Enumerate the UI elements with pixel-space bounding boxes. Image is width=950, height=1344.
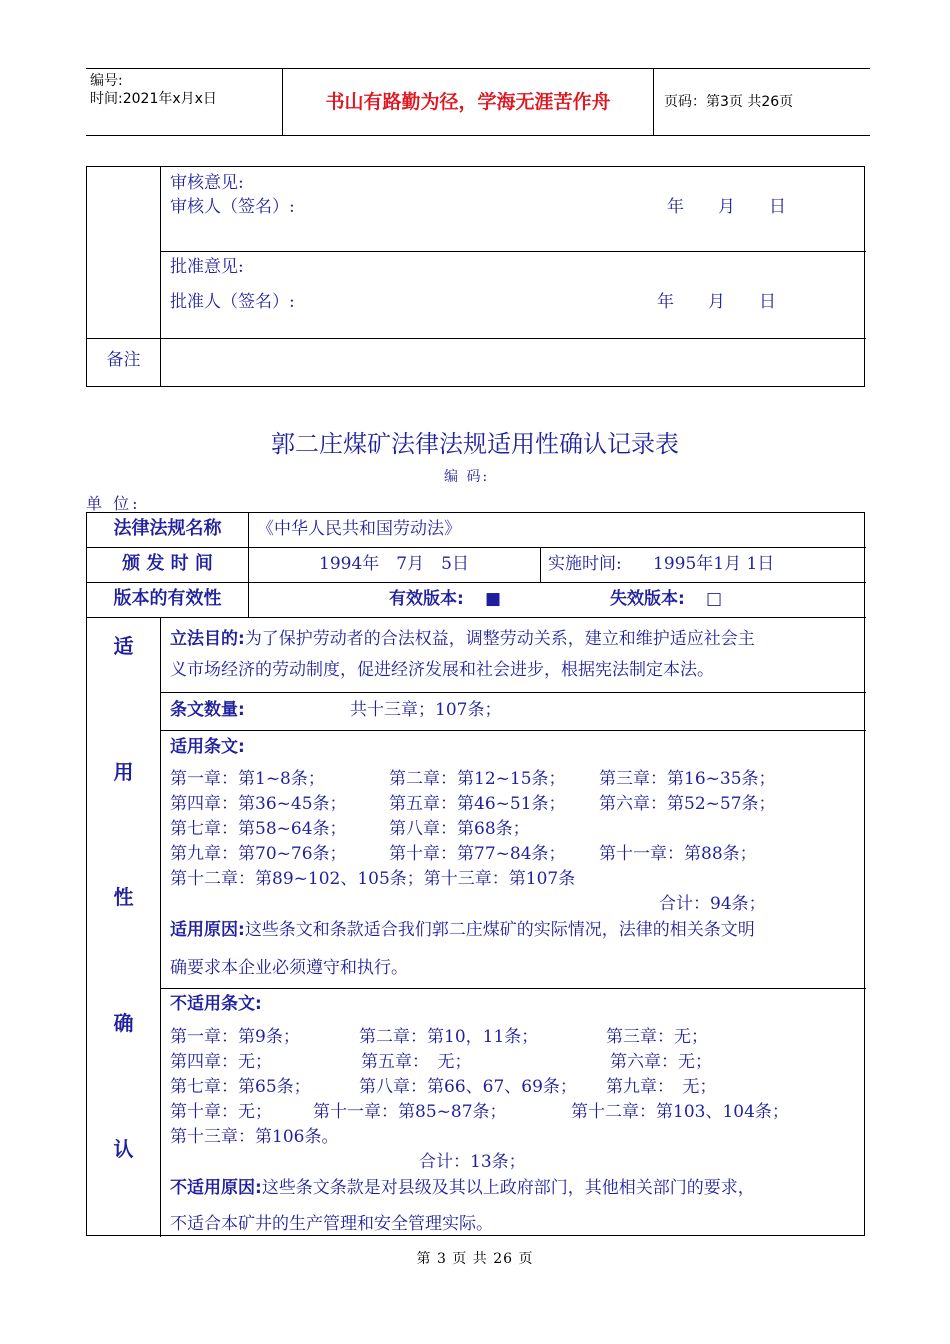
applicable-reason-line-2: 确要求本企业必须遵守和执行。 xyxy=(170,958,408,978)
inapplicable-reason-line-2: 不适合本矿井的生产管理和安全管理实际。 xyxy=(170,1214,493,1234)
valid-version-label: 有效版本: xyxy=(389,589,464,609)
applicability-table: 法律法规名称 《中华人民共和国劳动法》 颁 发 时 间 1994年 7月 5日 实施时间: 1995年1月 1日 版本的有效性 有效版本: ■ 失效版本: □ 适 用 性 确 认 立法目的:为了保护劳动者的合法权益，调整劳动关系，建立和维护适应社会主 义市场经济的劳动制度，促进经济发展和社会进步，根据宪法制定本法。 条文数量: 共十三章；107条； 适用条文: 第一章：第1~8条； 第二章：第12~15条； 第三章：第16~35条； 第四章：第36~45条； 第五章：第46~51条； 第六章：第52~57条； 第七章：第58~64条； 第八章：第68条； 第九章：第70~76条； 第十章：第77~84条； 第十一章：第88条； 第十二章：第89~102、105条；第十三章：第107条 合计：94条； 适用原因:这些条文和条款适合我们郭二庄煤矿的实际情况，法律的相关条文明 确要求本企业必须遵守和执行。 不适用条文: 第一章：第9条； 第二章：第10，11条； 第三章：无； 第四章：无； 第五章： 无； 第六章：无； 第七章：第65条； 第八章：第66、67、69条； 第九章： 无； 第十章：无； 第十一章：第85~87条； 第十二章：第103、104条； 第十三章：第106条。 合计：13条； 不适用原因:这些条文条款是对县级及其以上政府部门，其他相关部门的要求， 不适合本矿井的生产管理和安全管理实际。 xyxy=(86,512,865,1236)
header-code-label: 编号: xyxy=(90,73,123,89)
header-meta xyxy=(86,69,282,135)
reviewer-sign-label: 审核人（签名）: xyxy=(170,197,295,217)
header-page-info: 页码：第3页 共26页 xyxy=(664,94,794,110)
page-footer: 第 3 页 共 26 页 xyxy=(416,1251,534,1267)
validity-label: 版本的有效性 xyxy=(113,588,222,609)
purpose-line-1 xyxy=(170,621,755,657)
document-title: 郭二庄煤矿法律法规适用性确认记录表 xyxy=(271,430,679,458)
side-char-4: 确 xyxy=(113,1011,134,1035)
count-value: 共十三章；107条； xyxy=(350,700,502,720)
page-header xyxy=(86,68,870,136)
header-motto: 书山有路勤为径，学海无涯苦作舟 xyxy=(282,69,654,135)
valid-version-checkbox: ■ xyxy=(485,589,502,609)
unit-label: 单 位: xyxy=(86,494,141,513)
approver-sign-label: 批准人（签名）: xyxy=(170,292,295,312)
law-name-value: 《中华人民共和国劳动法》 xyxy=(257,519,461,539)
issue-date-value: 1994年 7月 5日 xyxy=(319,554,469,574)
header-time-label: 时间:2021年x月x日 xyxy=(90,91,217,107)
purpose-label: 立法目的: xyxy=(170,629,245,649)
purpose-text-1: 为了保护劳动者的合法权益，调整劳动关系，建立和维护适应社会主 xyxy=(244,629,755,649)
side-char-3: 性 xyxy=(113,885,134,909)
inapplicable-reason-label: 不适用原因: xyxy=(170,1178,262,1198)
review-date: 年 月 日 xyxy=(667,197,786,217)
applicable-reason-line-1: 适用原因:这些条文和条款适合我们郭二庄煤矿的实际情况，法律的相关条文明 xyxy=(170,920,755,940)
applicable-total: 合计：94条； xyxy=(659,894,766,914)
invalid-version-label: 失效版本: xyxy=(610,589,685,609)
side-char-5: 认 xyxy=(113,1137,134,1161)
code-label: 编 码: xyxy=(444,469,490,485)
purpose-text-2: 义市场经济的劳动制度，促进经济发展和社会进步，根据宪法制定本法。 xyxy=(170,660,714,680)
applicable-reason-label: 适用原因: xyxy=(170,920,245,940)
approve-date: 年 月 日 xyxy=(657,292,776,312)
approval-table xyxy=(86,166,865,387)
side-char-2: 用 xyxy=(113,760,134,784)
applicable-label: 适用条文: xyxy=(170,737,245,757)
inapplicable-label: 不适用条文: xyxy=(170,994,262,1014)
effective-date-label: 实施时间: xyxy=(548,554,622,574)
side-char-1: 适 xyxy=(113,634,134,658)
remarks-label: 备注 xyxy=(106,350,141,370)
count-label: 条文数量: xyxy=(170,700,245,720)
review-opinion-label: 审核意见: xyxy=(170,173,244,193)
approve-opinion-label: 批准意见: xyxy=(170,257,244,277)
law-name-label: 法律法规名称 xyxy=(113,518,222,539)
inapplicable-reason-line-1: 不适用原因:这些条文条款是对县级及其以上政府部门，其他相关部门的要求， xyxy=(170,1178,755,1198)
issue-date-label: 颁 发 时 间 xyxy=(122,553,213,574)
inapplicable-total: 合计：13条； xyxy=(419,1152,526,1172)
effective-date-value: 1995年1月 1日 xyxy=(653,554,775,574)
invalid-version-checkbox: □ xyxy=(706,589,723,609)
